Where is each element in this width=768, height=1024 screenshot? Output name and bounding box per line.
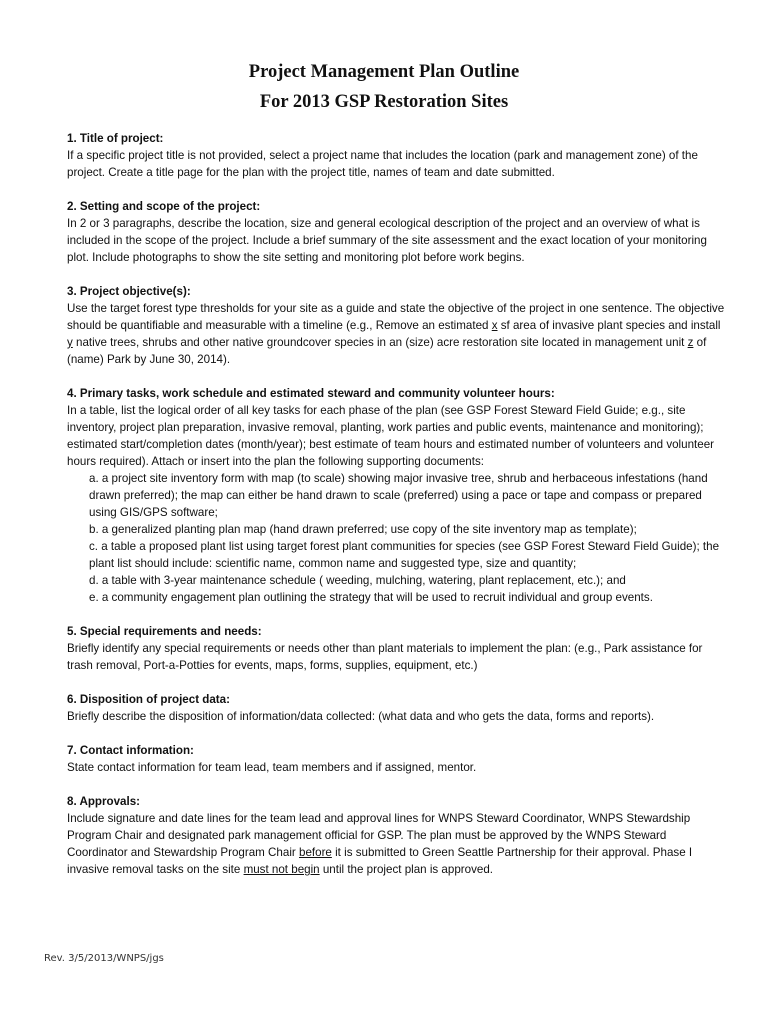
section-setting-scope	[67, 198, 727, 266]
section-text: Briefly identify any special requirements or needs other than plant materials to implement the plan: (e.g., Park assistance for trash removal, Port-a-Potties for events, maps, forms, supplies, equipment, etc.)	[67, 642, 703, 672]
emphasis-before: before	[299, 846, 332, 859]
text-run: Include signature and date lines for the team lead and approval lines for WNPS Steward Coordinator, WNPS Stewardship Program Chair and designated park management official for GSP. The plan must be approved by the WNPS Steward Coordinator and Stewardship Program Chair	[67, 812, 691, 859]
section-text	[67, 810, 727, 878]
section-heading: 3. Project objective(s):	[67, 285, 191, 298]
section-contact-information	[67, 742, 727, 776]
text-run: of (name) Park by June 30, 2014).	[67, 336, 707, 366]
section-heading: 7. Contact information:	[67, 744, 194, 757]
variable-z: z	[687, 336, 694, 349]
section-heading: 2. Setting and scope of the project:	[67, 200, 261, 213]
section-heading: 6. Disposition of project data:	[67, 693, 230, 706]
text-run: Use the target forest type thresholds for your site as a guide and state the objective of the project in one sentence. The objective should be quantifiable and measurable with a timeline (e.g., Remove an estimated	[67, 302, 725, 332]
text-run: it is submitted to Green Seattle Partnership for their approval. Phase I invasive removal tasks on the site	[67, 846, 693, 876]
list-item: c. a table a proposed plant list using target forest plant communities for species (see GSP Forest Steward Field Guide); the plant list should include: scientific name, common name and suggested type, size and quantity;	[89, 540, 720, 570]
document-title: Project Management Plan Outline	[248, 62, 520, 82]
section-heading: 8. Approvals:	[67, 795, 141, 808]
section-data-disposition	[67, 691, 727, 725]
document-subtitle: For 2013 GSP Restoration Sites	[259, 92, 509, 112]
document-body	[67, 130, 727, 895]
emphasis-must-not-begin: must not begin	[243, 863, 320, 876]
section-text: State contact information for team lead, team members and if assigned, mentor.	[67, 761, 477, 774]
section-primary-tasks	[67, 385, 727, 606]
variable-x: x	[491, 319, 498, 332]
variable-y: y	[67, 336, 73, 349]
list-item: a. a project site inventory form with map (to scale) showing major invasive tree, shrub and herbaceous infestations (hand drawn preferred); the map can either be hand drawn to scale (preferred) using a pace or tape and compass or prepared using GIS/GPS software;	[89, 472, 708, 519]
section-project-objectives	[67, 283, 727, 368]
section-text	[67, 300, 727, 368]
section-heading: 4. Primary tasks, work schedule and estimated steward and community volunteer hours:	[67, 387, 555, 400]
text-run: until the project plan is approved.	[319, 863, 493, 876]
section-text: Briefly describe the disposition of information/data collected: (what data and who gets the data, forms and reports).	[67, 710, 655, 723]
list-item: e. a community engagement plan outlining the strategy that will be used to recruit individual and group events.	[89, 591, 653, 604]
section-approvals	[67, 793, 727, 878]
section-text: If a specific project title is not provided, select a project name that includes the location (park and management zone) of the project. Create a title page for the plan with the project title, names of team and date submitted.	[67, 149, 698, 179]
list-item: d. a table with 3-year maintenance schedule ( weeding, mulching, watering, plant replacement, etc.); and	[89, 574, 626, 587]
text-run: sf area of invasive plant species and install	[497, 319, 721, 332]
section-title-of-project	[67, 130, 727, 181]
section-special-requirements	[67, 623, 727, 674]
revision-footer: Rev. 3/5/2013/WNPS/jgs	[44, 953, 164, 964]
section-heading: 5. Special requirements and needs:	[67, 625, 262, 638]
text-run: native trees, shrubs and other native groundcover species in an (size) acre restoration site located in management unit	[72, 336, 688, 349]
section-text: In a table, list the logical order of all key tasks for each phase of the plan (see GSP Forest Steward Field Guide; e.g., site inventory, project plan preparation, invasive removal, planting, work parties and public events, maintenance and monitoring); estimated start/completion dates (month/year); best estimate of team hours and estimated number of volunteers and volunteer hours required). Attach or insert into the plan the following supporting documents:	[67, 404, 715, 468]
section-heading: 1. Title of project:	[67, 132, 164, 145]
list-item: b. a generalized planting plan map (hand drawn preferred; use copy of the site inventory map as template);	[89, 523, 637, 536]
section-text: In 2 or 3 paragraphs, describe the location, size and general ecological description of the project and an overview of what is included in the scope of the project. Include a brief summary of the site assessment and the exact location of your monitoring plot. Include photographs to show the site setting and monitoring plot before work begins.	[67, 217, 707, 264]
